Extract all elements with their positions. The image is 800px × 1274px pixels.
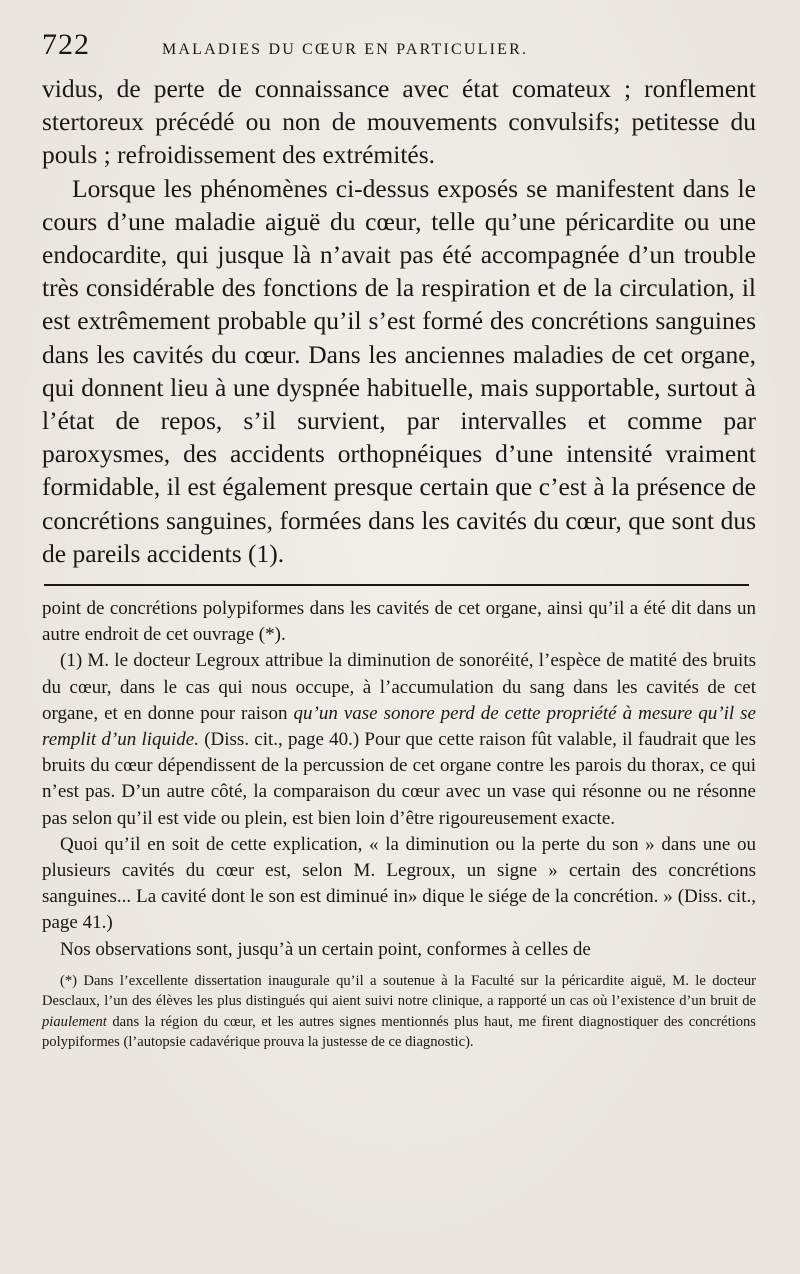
- running-head: MALADIES DU CŒUR EN PARTICULIER.: [162, 41, 529, 58]
- footnote-italic-word: piaulement: [42, 1013, 107, 1030]
- note-1-text-start: (1) M. le docteur Legroux attribue la diminution de sonoréité, l’espèce de matité des bruits du cœur, dans le cas qui nous occupe, à l’accumulation du sang dans les cavités de cet organe, et en donne pour raison: [42, 650, 756, 724]
- main-text: [42, 72, 756, 570]
- footnote-text-end: dans la région du cœur, et les autres signes mentionnés plus haut, me firent diagnostiquer des concrétions polypiformes (l’autopsie cadavérique prouva la justesse de ce diagnostic).: [42, 1013, 756, 1051]
- paragraph-lorsque: Lorsque les phénomènes ci-dessus exposés se manifestent dans le cours d’une maladie aiguë du cœur, telle qu’une péricardite ou une endocardite, qui jusque là n’avait pas été accompagnée d’un trouble très considérable des fonctions de la respiration et de la circulation, il est extrêmement probable qu’il s’est formé des concrétions sanguines dans les cavités du cœur. Dans les anciennes maladies de cet organe, qui donnent lieu à une dyspnée habituelle, mais supportable, surtout à l’état de repos, s’il survient, par intervalles et comme par paroxysmes, des accidents orthopnéiques d’une intensité vraiment formidable, il est également presque certain que c’est à la présence de concrétions sanguines, formées dans les cavités du cœur, que sont dus de pareils accidents (1).: [42, 173, 756, 568]
- footnote-text-start: (*) Dans l’excellente dissertation inaugurale qu’il a soutenue à la Faculté sur la péricardite aiguë, M. le docteur Desclaux, l’un des élèves les plus distingués qui aient suivi notre clinique, a rapporté un cas où l’existence d’un bruit de: [42, 972, 756, 1010]
- footnote-text: [42, 971, 756, 1053]
- footnote-separator-rule: [44, 584, 749, 586]
- note-1: [42, 648, 756, 831]
- notes-section: [42, 596, 756, 963]
- note-1-italic-quote: qu’un vase sonore perd de cette propriété à mesure qu’il se remplit d’un liquide.: [42, 702, 756, 751]
- page-header: [42, 28, 756, 72]
- note-3: Nos observations sont, jusqu’à un certain point, conformes à celles de: [60, 938, 591, 960]
- note-continuation: point de concrétions polypiformes dans les cavités de cet organe, ainsi qu’il a été dit dans un autre endroit de cet ouvrage (*).: [42, 598, 756, 646]
- note-1-text-end: (Diss. cit., page 40.) Pour que cette raison fût valable, il faudrait que les bruits du cœur dépendissent de la percussion de cet organe contre les parois du thorax, ce qui n’est pas. D’un autre côté, la comparaison du cœur avec un vase qui résonne ou ne résonne pas selon qu’il est vide ou plein, est bien loin d’être rigoureusement exacte.: [42, 729, 756, 829]
- note-2: Quoi qu’il en soit de cette explication, « la diminution ou la perte du son » dans une ou plusieurs cavités du cœur est, selon M. Legroux, un signe » certain des concrétions sanguines... La cavité dont le son est diminué in» dique le siége de la concrétion. » (Diss. cit., page 41.): [42, 833, 756, 934]
- asterisk-footnote: [42, 971, 756, 1053]
- paragraph-continuation: vidus, de perte de connaissance avec état comateux ; ronflement stertoreux précédé ou non de mouvements convulsifs; petitesse du pouls ; refroidissement des extrémités.: [42, 74, 756, 170]
- page-number: 722: [42, 28, 90, 61]
